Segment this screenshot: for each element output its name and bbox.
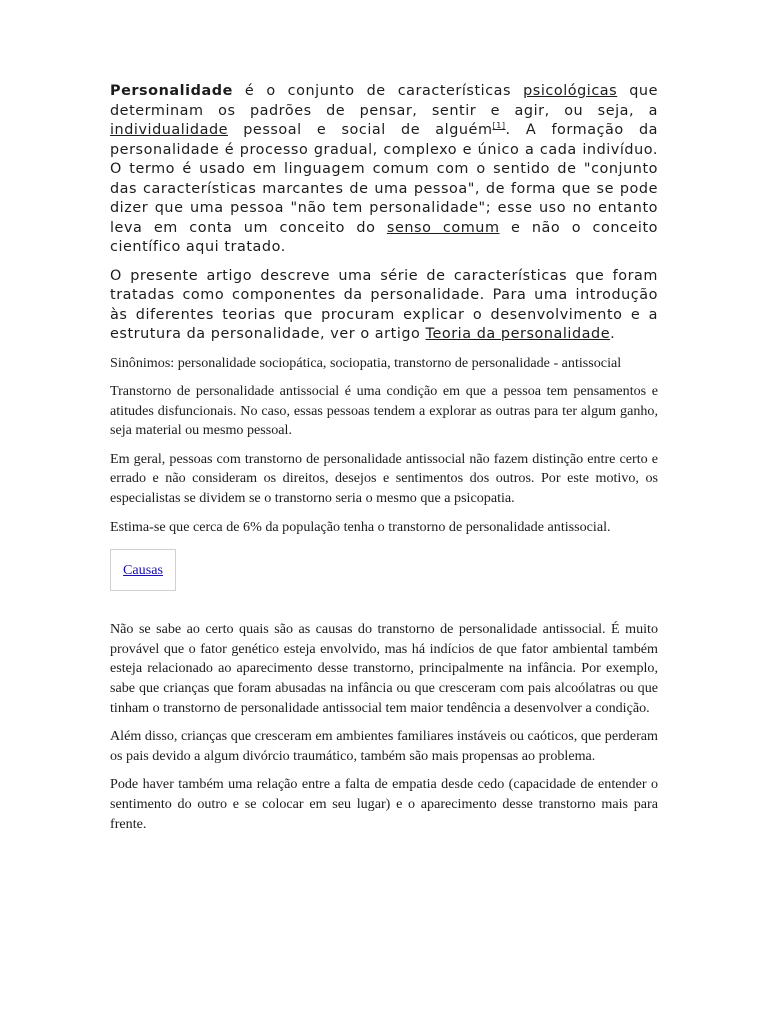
term-personalidade: Personalidade	[110, 83, 233, 99]
causas-link[interactable]: Causas	[123, 561, 163, 578]
body-paragraph-3: Estima-se que cerca de 6% da população tenha o transtorno de personalidade antissocial.	[110, 518, 611, 535]
intro-text: O presente artigo descreve uma série de características que foram tratadas como componentes da personalidade. Para uma introdução às diferentes teorias que procuram explicar o desenvolvimento e a estrutura da personalidade, ver o artigo	[110, 267, 658, 342]
intro-text: . A formação da personalidade é processo gradual, complexo e único a cada indivíduo. O termo é usado em linguagem comum com o sentido de "conjunto das características marcantes de uma pessoa", de forma que se pode dizer que uma pessoa "não tem personalidade"; esse uso no entanto leva em conta um conceito do	[110, 122, 658, 236]
causas-box	[110, 549, 176, 591]
intro-paragraph-2	[110, 267, 658, 345]
intro-paragraph-1	[110, 82, 658, 258]
link-senso-comum[interactable]: senso comum	[386, 219, 500, 236]
link-psicologicas[interactable]: psicológicas	[523, 83, 618, 99]
body-paragraph-6: Pode haver também uma relação entre a falta de empatia desde cedo (capacidade de entender o sentimento do outro e se colocar em seu lugar) e o aparecimento desse transtorno mais para frente.	[110, 776, 658, 832]
intro-text: é o conjunto de características	[232, 83, 524, 99]
link-teoria-da-personalidade[interactable]: Teoria da personalidade	[425, 326, 611, 342]
intro-text: e não o conceito científico aqui tratado.	[110, 219, 658, 255]
body-paragraph-1: Transtorno de personalidade antissocial é uma condição em que a pessoa tem pensamentos e atitudes disfuncionais. No caso, essas pessoas tendem a explorar as outras para ter algum ganho, seja material ou mesmo pessoal.	[110, 383, 658, 439]
sinonimos-paragraph: Sinônimos: personalidade sociopática, sociopatia, transtorno de personalidade - antissocial	[110, 354, 622, 371]
reference-1[interactable]: [1]	[492, 121, 506, 131]
body-paragraph-2: Em geral, pessoas com transtorno de personalidade antissocial não fazem distinção entre certo e errado e não consideram os direitos, desejos e sentimentos dos outros. Por este motivo, os especialistas se dividem se o transtorno seria o mesmo que a psicopatia.	[110, 450, 658, 507]
intro-text: pessoal e social de alguém	[228, 122, 493, 138]
intro-text: .	[610, 326, 616, 342]
document-page	[110, 82, 658, 843]
body-paragraph-4: Não se sabe ao certo quais são as causas do transtorno de personalidade antissocial. É muito provável que o fator genético esteja envolvido, mas há indícios de que fator ambiental também esteja relacionado ao aparecimento desse transtorno, principalmente na infância. Por exemplo, sabe que crianças que foram abusadas na infância ou que cresceram com pais alcoólatras ou que tinham o transtorno de personalidade antissocial tem maior tendência a desenvolver a condição.	[110, 621, 658, 716]
body-paragraph-5: Além disso, crianças que cresceram em ambientes familiares instáveis ou caóticos, que perderam os pais devido a algum divórcio traumático, também são mais propensas ao problema.	[110, 728, 658, 764]
intro-text: que determinam os padrões de pensar, sentir e agir, ou seja, a	[110, 83, 658, 119]
link-individualidade[interactable]: individualidade	[110, 122, 229, 138]
